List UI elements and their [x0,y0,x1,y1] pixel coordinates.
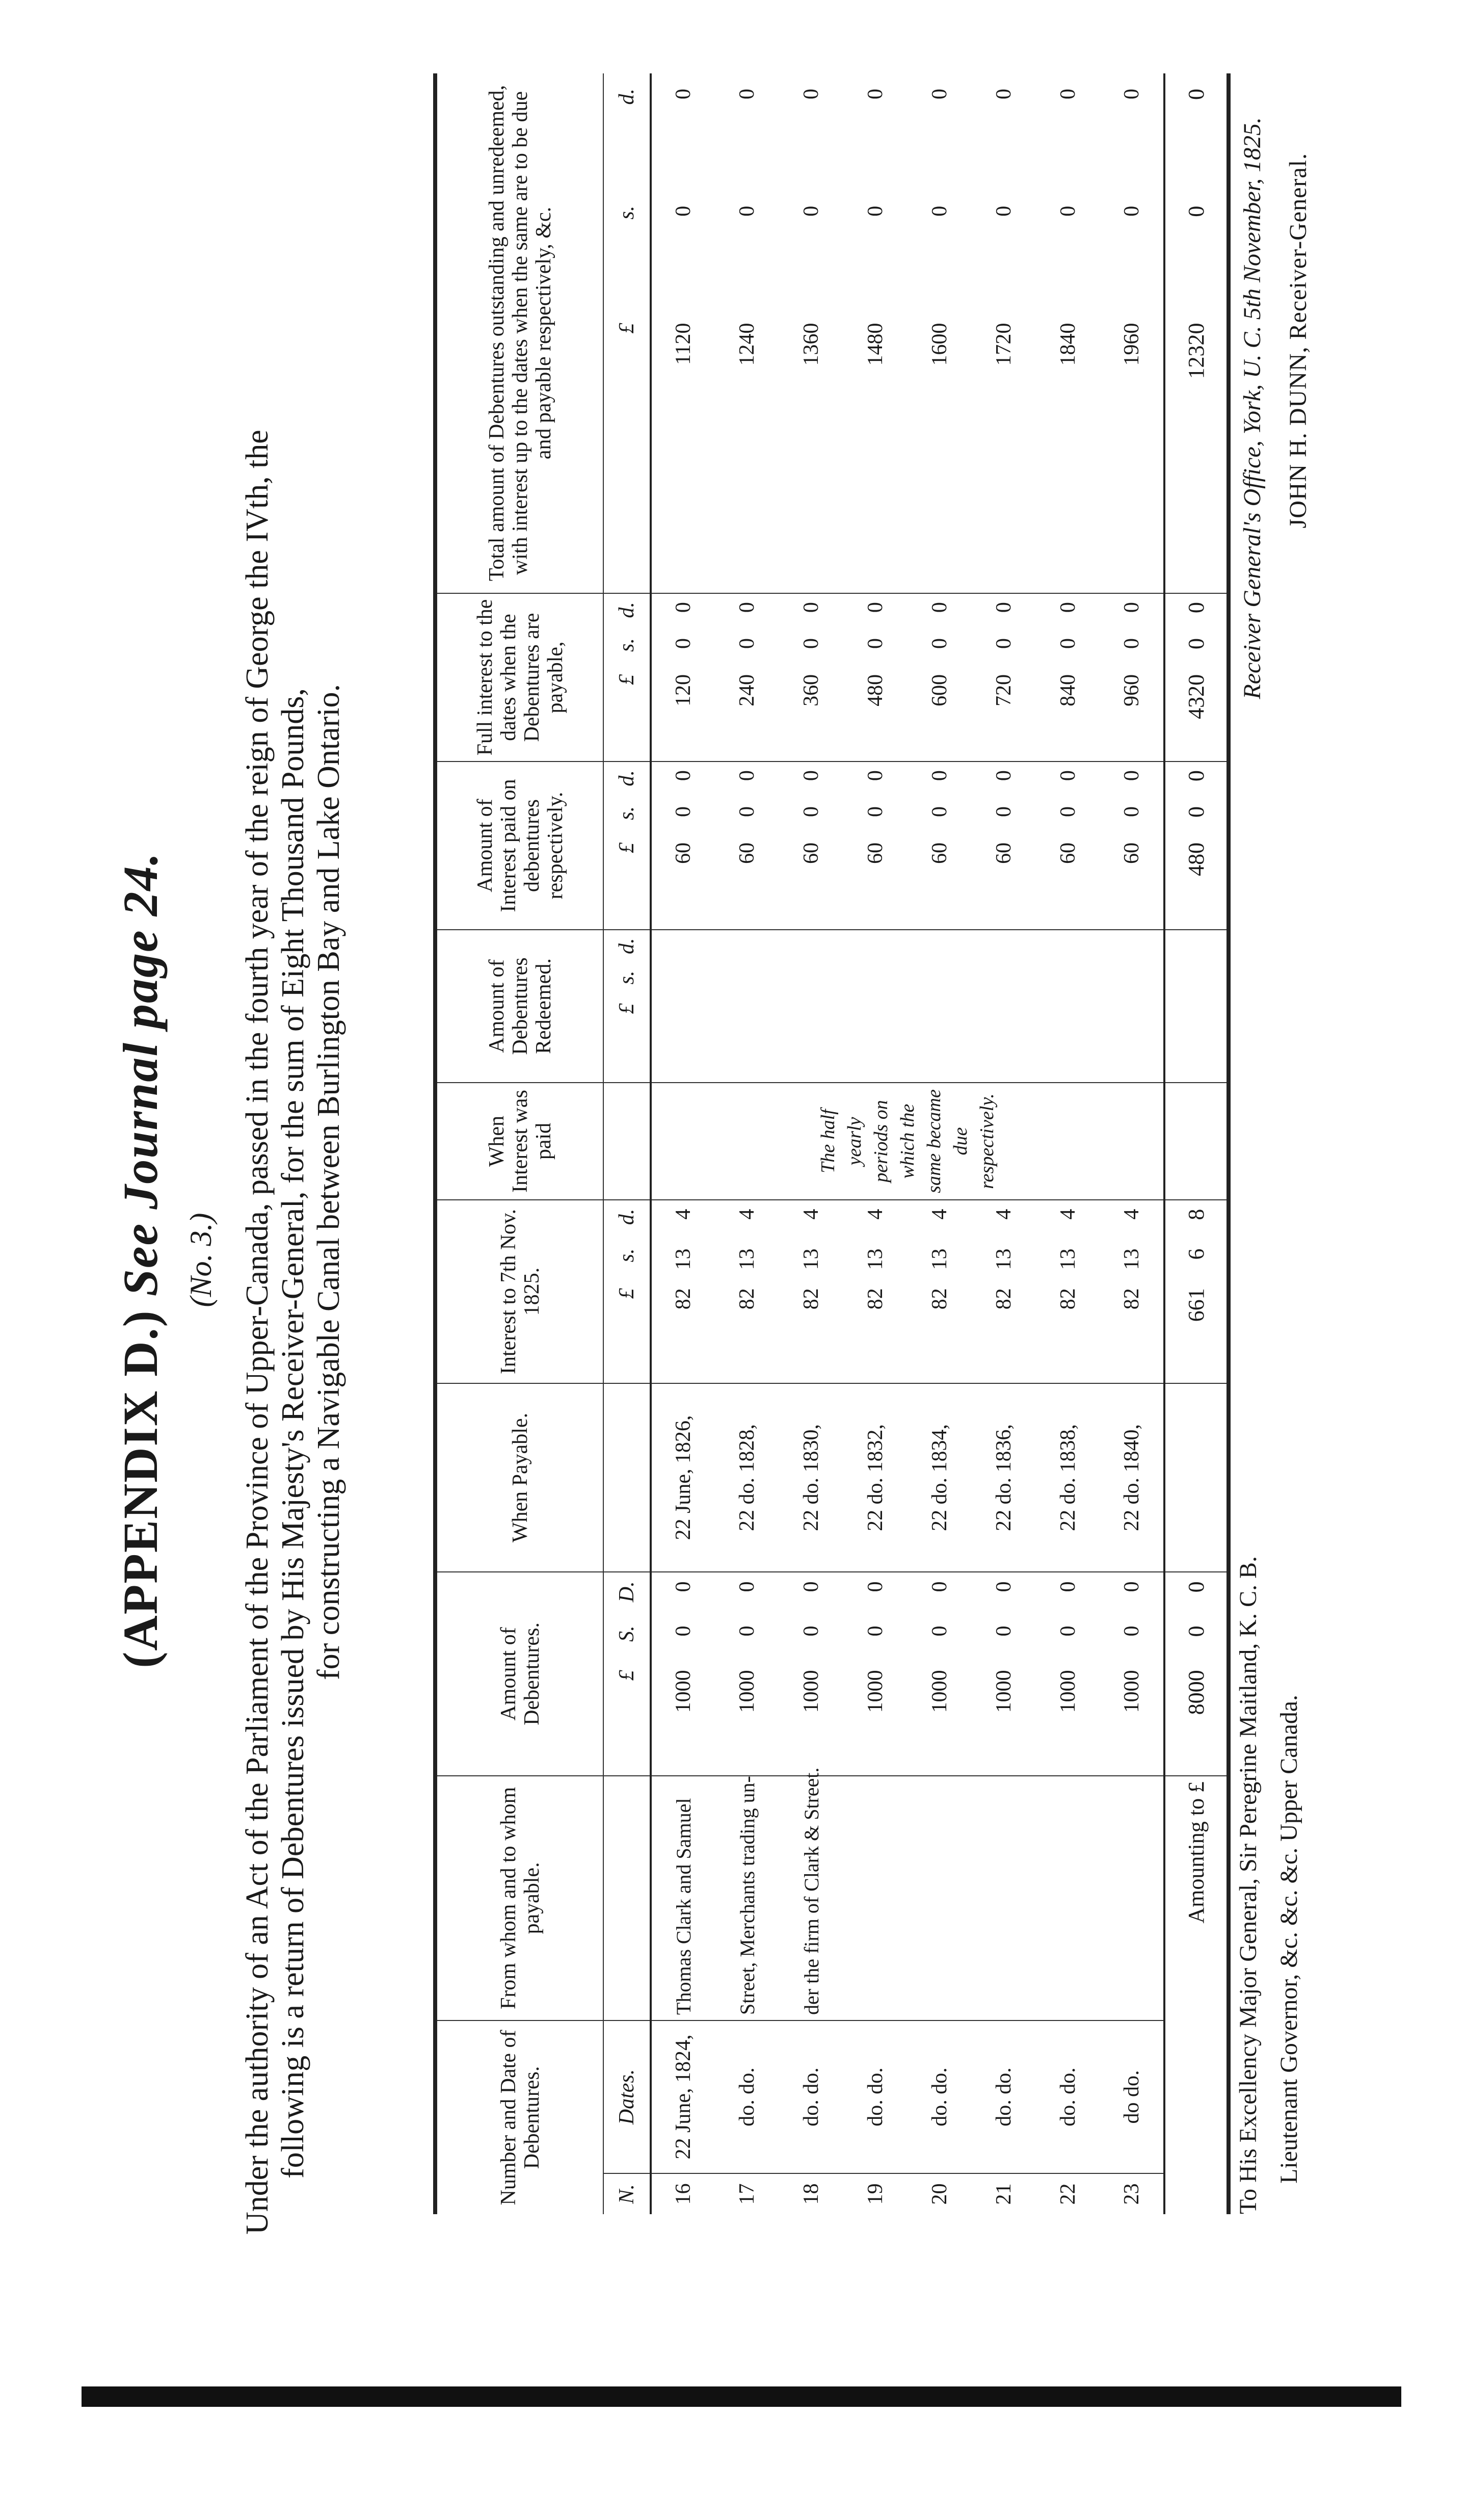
appendix-label: (APPENDIX D.) [113,1309,168,1668]
full-interest: 12000 [651,593,715,762]
amount-redeemed [715,930,779,1083]
amount-redeemed [972,930,1036,1083]
address-line-1: To His Excellency Major General, Sir Peregrine Maitland, K. C. B. [1235,1556,1262,2214]
appendix-heading [112,0,169,2520]
totals-blank [1164,1083,1229,1200]
totals-label: Amounting to £ [1164,1776,1229,2214]
header-interest-paid: Amount of Interest paid on debentures respectively. [435,762,603,930]
interest-to-date: 82134 [972,1200,1036,1383]
header-amount-redeemed: Amount of Debentures Redeemed. [435,930,603,1083]
debenture-number: 23 [1120,2183,1143,2205]
amount-redeemed [779,930,843,1083]
interest-paid: 6000 [908,762,972,930]
address-block [1228,1556,1310,2214]
payable-date: 22 do. 1838, [1036,1383,1100,1572]
office-date-line: Receiver General's Office, York, U. C. 5th November, 1825. [1239,117,1266,699]
interest-paid: 6000 [715,762,779,930]
payee-text [1036,1776,1100,2020]
debentures-table-body [651,73,1229,2214]
full-interest: 36000 [779,593,843,762]
subheader-dates: Dates. [603,2020,651,2173]
debenture-amount: 100000 [1100,1572,1164,1776]
interest-paid: 6000 [779,762,843,930]
total-outstanding: 184000 [1036,73,1100,593]
interest-to-date: 82134 [779,1200,843,1383]
debenture-amount: 100000 [908,1572,972,1776]
debenture-amount: 100000 [651,1572,715,1776]
interest-to-date: 82134 [908,1200,972,1383]
payable-date: 22 do. 1836, [972,1383,1036,1572]
scan-edge-shadow [82,2386,1401,2407]
payee-text [908,1776,972,2020]
amount-redeemed [1100,930,1164,1083]
debenture-number: 17 [735,2183,759,2205]
header-when-payable: When Payable. [435,1383,603,1572]
debenture-number: 16 [672,2183,695,2205]
intro-line-1: Under the authority of an Act of the Parliament of the Province of Upper-Canada, passed in the fourth year of the reign of George the IVth, the [240,430,275,2235]
subheader-money-units: £s.d. [603,762,651,930]
header-interest-to: Interest to 7th Nov. 1825. [435,1200,603,1383]
header-total-outstanding: Total amount of Debentures outstanding and unredeemed, with interest up to the dates when the same are to be due and payable respectively, &c. [435,73,603,593]
signature-line: JOHN H. DUNN, Receiver-General. [1285,153,1312,529]
totals-row [1164,73,1229,2214]
payee-text [843,1776,908,2020]
interest-paid: 6000 [1100,762,1164,930]
debenture-date: do. do. [1036,2020,1100,2173]
debenture-date: do. do. [908,2020,972,2173]
subheader-money-units: £s.d. [603,73,651,593]
debenture-number: 19 [864,2183,887,2205]
amount-redeemed [908,930,972,1083]
interest-to-date: 82134 [715,1200,779,1383]
total-outstanding: 172000 [972,73,1036,593]
debenture-date: do. do. [972,2020,1036,2173]
full-interest: 24000 [715,593,779,762]
debenture-amount: 100000 [779,1572,843,1776]
address-line-2: Lieutenant Governor, &c. &c. &c. Upper Canada. [1275,1694,1302,2184]
debenture-number: 18 [799,2183,823,2205]
total-outstanding: 124000 [715,73,779,593]
interest-to-date: 82134 [1100,1200,1164,1383]
debenture-amount: 100000 [843,1572,908,1776]
document-number: (No. 3.) [184,1213,218,1307]
header-from-whom: From whom and to whom payable. [435,1776,603,2020]
interest-paid-note: The half yearly periods on which the same became due respectively. [651,1083,1164,1200]
total-outstanding: 160000 [908,73,972,593]
total-full-interest: 432000 [1164,593,1229,762]
debenture-date: do. do. [715,2020,779,2173]
total-outstanding: 136000 [779,73,843,593]
subheader-money-units: £s.d. [603,593,651,762]
intro-line-2: following is a return of Debentures issued by His Majesty's Receiver-General, for the sum of Eight Thousand Pounds, [276,688,310,2178]
debenture-amount: 100000 [715,1572,779,1776]
full-interest: 60000 [908,593,972,762]
interest-to-date: 82134 [651,1200,715,1383]
amount-redeemed [843,930,908,1083]
debenture-number: 22 [1056,2183,1080,2205]
payee-text: Thomas Clark and Samuel [651,1776,715,2020]
interest-paid: 6000 [972,762,1036,930]
debenture-number: 21 [992,2183,1016,2205]
header-full-interest: Full interest to the dates when the Debentures are payable, [435,593,603,762]
interest-paid: 6000 [1036,762,1100,930]
table-row [651,73,715,2214]
interest-paid: 6000 [651,762,715,930]
total-amount: 800000 [1164,1572,1229,1776]
payable-date: 22 do. 1832, [843,1383,908,1572]
debenture-date: 22 June, 1824, [651,2020,715,2173]
payable-date: 22 do. 1828, [715,1383,779,1572]
interest-to-date: 82134 [843,1200,908,1383]
subheader-blank [603,1776,651,2020]
full-interest: 48000 [843,593,908,762]
amount-redeemed [651,930,715,1083]
payee-text: der the firm of Clark & Street. [779,1776,843,2020]
subheader-no: N. [603,2173,651,2214]
full-interest: 96000 [1100,593,1164,762]
header-amount: Amount of Debentures. [435,1572,603,1776]
interest-paid: 6000 [843,762,908,930]
totals-blank [1164,1383,1229,1572]
debenture-date: do. do. [779,2020,843,2173]
subheader-blank [603,1083,651,1200]
payable-date: 22 June, 1826, [651,1383,715,1572]
payee-text [1100,1776,1164,2020]
journal-reference: See Journal page 24. [113,852,168,1297]
full-interest: 72000 [972,593,1036,762]
total-outstanding: 112000 [651,73,715,593]
debenture-amount: 100000 [972,1572,1036,1776]
amount-redeemed [1036,930,1100,1083]
intro-line-3: for constructing a Navigable Canal between Burlington Bay and Lake Ontario. [311,684,346,1681]
total-interest: 66168 [1164,1200,1229,1383]
grand-total-outstanding: 1232000 [1164,73,1229,593]
total-outstanding: 148000 [843,73,908,593]
payable-date: 22 do. 1830, [779,1383,843,1572]
debenture-number: 20 [928,2183,951,2205]
debenture-date: do. do. [843,2020,908,2173]
intro-paragraph [239,129,346,2235]
payable-date: 22 do. 1834, [908,1383,972,1572]
full-interest: 84000 [1036,593,1100,762]
payable-date: 22 do. 1840, [1100,1383,1164,1572]
subheader-money-units: £s.d. [603,930,651,1083]
payee-text: Street, Merchants trading un- [715,1776,779,2020]
header-when-interest-paid: When Interest was paid [435,1083,603,1200]
debenture-amount: 100000 [1036,1572,1100,1776]
totals-blank [1164,930,1229,1083]
payee-text [972,1776,1036,2020]
debentures-table [433,73,1231,2214]
header-number-date: Number and Date of Debentures. [496,2030,544,2206]
subheader-money-units: £s.d. [603,1200,651,1383]
total-interest-paid: 48000 [1164,762,1229,930]
debenture-date: do do. [1100,2020,1164,2173]
debentures-table-area [433,73,1208,2214]
interest-to-date: 82134 [1036,1200,1100,1383]
total-outstanding: 196000 [1100,73,1164,593]
subheader-amount-units: £S.D. [603,1572,651,1776]
subheader-blank [603,1383,651,1572]
